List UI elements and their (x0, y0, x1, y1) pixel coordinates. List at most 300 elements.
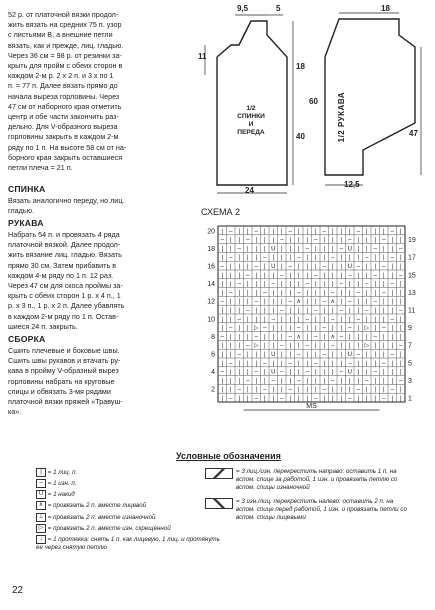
chart-cell-symbol: | (331, 360, 334, 367)
chart-cell-symbol: | (399, 290, 402, 297)
chart-cell-symbol: – (297, 290, 301, 297)
chart-cell-symbol: – (271, 378, 275, 385)
chart-cell-symbol: | (348, 387, 351, 394)
chart-cell-symbol: | (323, 237, 326, 244)
chart-cell-symbol: U (347, 246, 352, 253)
front-outline (217, 21, 287, 185)
chart-cell-symbol: | (314, 316, 317, 323)
chart-cell-symbol: – (348, 272, 352, 279)
chart-cell-symbol: – (254, 334, 258, 341)
chart-cell-symbol: – (305, 316, 309, 323)
chart-cell-symbol: | (365, 387, 368, 394)
chart-cell-symbol: | (348, 343, 351, 350)
chart-cell-symbol: | (263, 316, 266, 323)
chart-cell-symbol: | (238, 360, 241, 367)
chart-cell-symbol: | (391, 272, 394, 279)
chart-cell-symbol: | (221, 343, 224, 350)
chart-cell-symbol: – (271, 281, 275, 288)
scheme-title: СХЕМА 2 (201, 207, 241, 217)
chart-cell-symbol: | (391, 369, 394, 376)
chart-cell-symbol: | (255, 316, 258, 323)
chart-cell-symbol: – (356, 387, 360, 394)
chart-cell-symbol: | (306, 325, 309, 332)
chart-cell-symbol: | (365, 246, 368, 253)
cross-right-icon (205, 468, 233, 479)
section-title-rukava: РУКАВА (8, 218, 44, 228)
front-back-pattern (195, 5, 305, 200)
chart-cell-symbol: | (306, 387, 309, 394)
chart-cell-symbol: – (263, 325, 267, 332)
chart-cell-symbol: – (246, 308, 250, 314)
chart-cell-symbol: – (356, 352, 360, 358)
chart-cell-symbol: | (229, 246, 232, 253)
chart-cell-symbol: | (357, 246, 360, 253)
chart-cell-symbol: | (382, 369, 385, 376)
chart-cell-symbol: | (229, 299, 232, 306)
chart-row-number-right: 19 (408, 237, 416, 245)
chart-cell-symbol: | (331, 325, 334, 332)
sleeve-dim-bottom: 12,5 (344, 180, 360, 189)
chart-cell-symbol: | (263, 264, 266, 270)
chart-cell-symbol: – (314, 308, 318, 314)
chart-cell-symbol: | (382, 308, 385, 314)
chart-cell-symbol: | (280, 325, 283, 332)
chart-cell-symbol: | (374, 281, 377, 288)
legend-text: = 1 протяжка: снять 1 п. как лицевую, 1 лиц. и протянуть ее через снятую петлю (36, 535, 220, 551)
chart-cell-symbol: | (297, 343, 300, 350)
chart-cell-symbol: | (391, 360, 394, 367)
chart-cell-symbol: | (221, 290, 224, 297)
chart-cell-symbol: | (340, 237, 343, 244)
chart-cell-symbol: | (357, 308, 360, 314)
front-pattern-label: 1/2 СПИНКИ И ПЕРЕДА (237, 105, 265, 136)
chart-cell-symbol: | (382, 378, 385, 385)
chart-cell-symbol: | (331, 387, 334, 394)
chart-cell-symbol: | (348, 316, 351, 323)
chart-cell-symbol: | (357, 396, 360, 402)
chart-cell-symbol: – (229, 325, 233, 332)
chart-cell-symbol: – (288, 228, 292, 235)
chart-cell-symbol: | (374, 308, 377, 314)
chart-cell-symbol: U (347, 352, 352, 358)
chart-cell-symbol: – (220, 369, 224, 376)
chart-cell-symbol: | (238, 290, 241, 297)
chart-cell-symbol: | (221, 352, 224, 358)
chart-cell-symbol: | (280, 255, 283, 262)
chart-cell-symbol: | (399, 360, 402, 367)
chart-cell-symbol: | (263, 378, 266, 385)
chart-cell-symbol: – (297, 378, 301, 385)
chart-cell-symbol: | (297, 264, 300, 270)
chart-cell-symbol: U (347, 369, 352, 376)
chart-ms-label: MS (306, 403, 317, 410)
section-text-spinka: Вязать аналогично переду, но лиц. гладью. (8, 196, 125, 216)
chart-cell-symbol: | (246, 228, 249, 235)
chart-cell-symbol: | (331, 272, 334, 279)
chart-cell-symbol: | (348, 228, 351, 235)
chart-cell-symbol: | (221, 316, 224, 323)
chart-cell-symbol: | (229, 264, 232, 270)
chart-cell-symbol: | (255, 246, 258, 253)
chart-row-number-right: 13 (408, 289, 416, 297)
chart-cell-symbol: – (237, 281, 241, 288)
chart-cell-symbol: | (399, 352, 402, 358)
chart-cell-symbol: | (399, 237, 402, 244)
chart-cell-symbol: – (280, 343, 284, 350)
chart-cell-symbol: – (229, 228, 233, 235)
chart-row-number-left: 18 (207, 245, 215, 253)
chart-cell-symbol: | (221, 246, 224, 253)
chart-cell-symbol: | (246, 325, 249, 332)
chart-cell-symbol: | (365, 369, 368, 376)
chart-row-number-right: 17 (408, 254, 416, 262)
chart-cell-symbol: | (297, 308, 300, 314)
chart-cell-symbol: | (365, 316, 368, 323)
chart-row-number-right: 3 (408, 377, 412, 385)
chart-cell-symbol: | (238, 255, 241, 262)
chart-cell-symbol: | (382, 352, 385, 358)
chart-cell-symbol: – (305, 281, 309, 288)
chart-cell-symbol: – (263, 290, 267, 297)
chart-cell-symbol: | (314, 290, 317, 297)
chart-cell-symbol: | (246, 369, 249, 376)
chart-cell-symbol: | (323, 272, 326, 279)
chart-cell-symbol: | (229, 387, 232, 394)
chart-cell-symbol: | (365, 264, 368, 270)
chart-cell-symbol: | (399, 228, 402, 235)
chart-cell-symbol: | (374, 237, 377, 244)
chart-cell-symbol: | (255, 352, 258, 358)
chart-cell-symbol: – (390, 316, 394, 323)
chart-cell-symbol: | (272, 325, 275, 332)
chart-cell-symbol: | (331, 264, 334, 270)
chart-cell-symbol: ∧ (330, 299, 335, 306)
chart-cell-symbol: | (221, 255, 224, 262)
chart-cell-symbol: – (229, 360, 233, 367)
chart-cell-symbol: – (263, 255, 267, 262)
chart-cell-symbol: – (288, 360, 292, 367)
chart-cell-symbol: – (382, 325, 386, 332)
chart-cell-symbol: | (272, 299, 275, 306)
chart-cell-symbol: | (263, 396, 266, 402)
sleeve-dim-top: 18 (381, 4, 390, 13)
chart-cell-symbol: | (255, 360, 258, 367)
chart-cell-symbol: | (289, 396, 292, 402)
chart-cell-symbol: ∧ (330, 334, 335, 341)
chart-cell-symbol: | (289, 325, 292, 332)
chart-cell-symbol: – (314, 237, 318, 244)
chart-cell-symbol: | (314, 255, 317, 262)
chart-cell-symbol: | (221, 360, 224, 367)
chart-cell-symbol: | (221, 325, 224, 332)
chart-cell-symbol: | (314, 246, 317, 253)
chart-cell-symbol: U (271, 264, 276, 270)
chart-cell-symbol: | (391, 334, 394, 341)
chart-cell-symbol: | (348, 290, 351, 297)
chart-cell-symbol: | (323, 316, 326, 323)
section-text-rukava: Набрать 54 п. и провязать 4 ряда платочной вязкой. Далее продол- жить вязание лиц. гладью. Вязать прямо 30 см. Затем прибавить в каждом 4-м ряду по 1 п. 12 раз. Через 47 см для скоса проймы за- крыть с обеих сторон 1 р. х 4 п., 1 р. х 3 п., 1 р. х 2 п. Далее убавлять в каждом 2-м ряду по 1 п. Остав- шиеся 24 п. закрыть. (8, 230, 125, 331)
legend-item (36, 535, 236, 552)
chart-cell-symbol: – (263, 387, 267, 394)
chart-cell-symbol: – (322, 264, 326, 270)
chart-cell-symbol: | (374, 387, 377, 394)
chart-cell-symbol: | (238, 343, 241, 350)
chart-cell-symbol: | (221, 396, 224, 402)
ssk-icon: ↓ (36, 535, 46, 544)
chart-cell-symbol: | (263, 246, 266, 253)
chart-cell-symbol: | (382, 255, 385, 262)
chart-cell-symbol: | (399, 281, 402, 288)
chart-row-number-right: 5 (408, 360, 412, 368)
chart-cell-symbol: U (347, 264, 352, 270)
chart-cell-symbol: – (220, 299, 224, 306)
chart-cell-symbol: – (322, 299, 326, 306)
chart-cell-symbol: – (237, 316, 241, 323)
chart-cell-symbol: | (331, 281, 334, 288)
chart-cell-symbol: – (339, 308, 343, 314)
chart-cell-symbol: | (280, 290, 283, 297)
chart-cell-symbol: | (289, 378, 292, 385)
chart-cell-symbol: – (254, 299, 258, 306)
chart-cell-symbol: | (221, 272, 224, 279)
chart-cell-symbol: | (263, 228, 266, 235)
chart-cell-symbol: | (246, 387, 249, 394)
chart-cell-symbol: – (356, 290, 360, 297)
chart-cell-symbol: | (357, 299, 360, 306)
chart-cell-symbol: – (220, 334, 224, 341)
chart-cell-symbol: | (391, 308, 394, 314)
chart-cell-symbol: – (348, 360, 352, 367)
chart-cell-symbol: | (238, 237, 241, 244)
chart-cell-symbol: | (391, 299, 394, 306)
chart-cell-symbol: | (263, 299, 266, 306)
chart-cell-symbol: | (263, 352, 266, 358)
chart-cell-symbol: – (288, 264, 292, 270)
chart-cell-symbol: | (272, 290, 275, 297)
chart-cell-symbol: | (340, 316, 343, 323)
chart-cell-symbol: – (246, 378, 250, 385)
chart-cell-symbol: | (391, 343, 394, 350)
chart-cell-symbol: | (229, 378, 232, 385)
page-number: 22 (12, 585, 24, 596)
chart-cell-symbol: – (331, 255, 335, 262)
chart-cell-symbol: | (340, 387, 343, 394)
chart-cell-symbol: – (331, 316, 335, 323)
chart-cell-symbol: | (306, 352, 309, 358)
chart-cell-symbol: | (357, 334, 360, 341)
chart-cell-symbol: | (238, 299, 241, 306)
chart-cell-symbol: – (246, 343, 250, 350)
chart-cell-symbol: | (314, 352, 317, 358)
chart-cell-symbol: | (289, 237, 292, 244)
legend-right (205, 468, 430, 522)
chart-cell-symbol: | (263, 308, 266, 314)
chart-cell-symbol: | (289, 308, 292, 314)
chart-cell-symbol: | (331, 246, 334, 253)
chart-cell-symbol: | (314, 369, 317, 376)
chart-cell-symbol: – (373, 334, 377, 341)
chart-cell-symbol: | (272, 396, 275, 402)
chart-cell-symbol: | (246, 281, 249, 288)
dim-top-right: 5 (276, 4, 281, 13)
chart-cell-symbol: – (305, 369, 309, 376)
chart-cell-symbol: – (237, 387, 241, 394)
chart-cell-symbol: – (229, 290, 233, 297)
chart-cell-symbol: | (221, 378, 224, 385)
chart-cell-symbol: | (238, 308, 241, 314)
chart-cell-symbol: – (280, 396, 284, 402)
chart-row-number-right: 7 (408, 342, 412, 350)
chart-cell-symbol: | (297, 360, 300, 367)
chart-cell-symbol: | (314, 387, 317, 394)
chart-cell-symbol: | (399, 325, 402, 332)
chart-cell-symbol: | (357, 369, 360, 376)
legend-text: = 1 лиц. п. (47, 469, 78, 477)
chart-cell-symbol: | (306, 396, 309, 402)
chart-cell-symbol: | (340, 255, 343, 262)
chart-cell-symbol: | (297, 387, 300, 394)
dim-bottom: 24 (245, 186, 254, 195)
chart-cell-symbol: – (399, 343, 403, 350)
chart-cell-symbol: | (348, 255, 351, 262)
chart-cell-symbol: | (348, 308, 351, 314)
chart-cell-symbol: – (305, 246, 309, 253)
chart-cell-symbol: | (255, 378, 258, 385)
chart-cell-symbol: | (306, 228, 309, 235)
chart-cell-symbol: | (391, 378, 394, 385)
chart-cell-symbol: – (382, 264, 386, 270)
chart-cell-symbol: | (238, 334, 241, 341)
chart-cell-symbol: | (280, 352, 283, 358)
chart-cell-symbol: | (323, 369, 326, 376)
chart-cell-symbol: | (382, 272, 385, 279)
chart-cell-symbol: – (390, 228, 394, 235)
chart-cell-symbol: | (323, 290, 326, 297)
chart-cell-symbol: | (331, 369, 334, 376)
chart-cell-symbol: – (399, 246, 403, 253)
chart-cell-symbol: | (289, 281, 292, 288)
chart-cell-symbol: – (297, 352, 301, 358)
chart-cell-symbol: | (297, 316, 300, 323)
chart-cell-symbol: | (306, 264, 309, 270)
chart-cell-symbol: – (382, 290, 386, 297)
chart-cell-symbol: | (323, 308, 326, 314)
chart-cell-symbol: | (374, 255, 377, 262)
chart-cell-symbol: | (348, 334, 351, 341)
chart-cell-symbol: | (391, 325, 394, 332)
section-title-spinka: СПИНКА (8, 184, 46, 194)
chart-cell-symbol: | (357, 272, 360, 279)
chart-cell-symbol: – (331, 343, 335, 350)
chart-cell-symbol: | (314, 228, 317, 235)
chart-cell-symbol: | (229, 281, 232, 288)
chart-cell-symbol: | (374, 264, 377, 270)
legend-item-cross-left (205, 498, 430, 522)
chart-cell-symbol: | (374, 396, 377, 402)
chart-cell-symbol: | (365, 360, 368, 367)
legend-text: = провязать 2 п. вместе лицевой (47, 502, 147, 510)
chart-cell-symbol: | (365, 237, 368, 244)
chart-row-number-left: 16 (207, 263, 215, 271)
chart-cell-symbol: | (280, 246, 283, 253)
chart-cell-symbol: | (238, 396, 241, 402)
chart-cell-symbol: U (271, 352, 276, 358)
chart-row-number-left: 2 (211, 386, 215, 394)
chart-cell-symbol: – (237, 246, 241, 253)
chart-cell-symbol: | (297, 396, 300, 402)
chart-cell-symbol: | (340, 272, 343, 279)
legend-text: = 1 накид (47, 491, 75, 499)
chart-cell-symbol: – (390, 255, 394, 262)
chart-cell-symbol: – (254, 228, 258, 235)
chart-cell-symbol: – (229, 255, 233, 262)
yarn-over-icon: U (36, 490, 46, 499)
chart-cell-symbol: ▷ (253, 325, 259, 332)
chart-cell-symbol: | (331, 308, 334, 314)
chart-cell-symbol: | (246, 264, 249, 270)
chart-cell-symbol: | (357, 378, 360, 385)
chart-cell-symbol: – (365, 255, 369, 262)
chart-cell-symbol: | (340, 264, 343, 270)
chart-cell-symbol: | (246, 290, 249, 297)
chart-cell-symbol: | (374, 325, 377, 332)
chart-cell-symbol: | (306, 272, 309, 279)
chart-cell-symbol: – (365, 308, 369, 314)
chart-cell-symbol: | (272, 343, 275, 350)
chart-cell-symbol: | (348, 281, 351, 288)
chart-cell-symbol: | (340, 228, 343, 235)
chart-cell-symbol: – (220, 237, 224, 244)
chart-cell-symbol: | (246, 299, 249, 306)
chart-cell-symbol: | (221, 308, 224, 314)
chart-cell-symbol: – (356, 316, 360, 323)
chart-cell-symbol: | (391, 396, 394, 402)
chart-cell-symbol: – (314, 360, 318, 367)
chart-cell-symbol: | (365, 396, 368, 402)
intro-paragraph: 52 р. от платочной вязки продол- жить вязать на средних 75 п. узор с листьями В, а внешние петли вязать, как и прежде, лиц. гладью. Через 36 см = 98 р. от резинки за- крыть для пройм с обеих сторон в каждом 2-м р. 2 х 2 п. и 3 х по 1 п. = 77 п. Далее вязать прямо до начала выреза горловины. Через 47 см от наборного края отметить центр и обе части закончить раз- дельно. Для V-образного выреза горловины закрыть в каждом 2-м ряду по 1 п. На высоте 58 см от на- борного края закрыть оставшиеся петли плеча = 21 п. (8, 10, 127, 173)
chart-cell-symbol: | (374, 290, 377, 297)
chart-cell-symbol: | (272, 334, 275, 341)
chart-cell-symbol: – (373, 369, 377, 376)
chart-cell-symbol: | (374, 228, 377, 235)
knitting-chart (200, 222, 425, 422)
chart-cell-symbol: | (229, 369, 232, 376)
chart-cell-symbol: | (272, 387, 275, 394)
chart-cell-symbol: | (238, 272, 241, 279)
chart-cell-symbol: | (306, 334, 309, 341)
chart-cell-symbol: | (323, 334, 326, 341)
chart-cell-symbol: | (357, 255, 360, 262)
chart-cell-symbol: | (255, 237, 258, 244)
chart-cell-symbol: – (288, 387, 292, 394)
chart-cell-symbol: | (382, 228, 385, 235)
chart-cell-symbol: – (382, 360, 386, 367)
chart-cell-symbol: | (382, 246, 385, 253)
chart-cell-symbol: | (289, 272, 292, 279)
knit-stitch-icon: | (36, 468, 46, 477)
chart-cell-symbol: – (331, 378, 335, 385)
chart-cell-symbol: | (246, 316, 249, 323)
chart-cell-symbol: | (272, 308, 275, 314)
chart-cell-symbol: | (323, 255, 326, 262)
chart-cell-symbol: | (280, 299, 283, 306)
legend-text: = 1 изн. п. (47, 480, 77, 488)
chart-cell-symbol: | (399, 334, 402, 341)
chart-cell-symbol: | (323, 378, 326, 385)
dim-right-upper: 18 (296, 62, 305, 71)
chart-cell-symbol: – (263, 360, 267, 367)
chart-cell-symbol: | (289, 255, 292, 262)
